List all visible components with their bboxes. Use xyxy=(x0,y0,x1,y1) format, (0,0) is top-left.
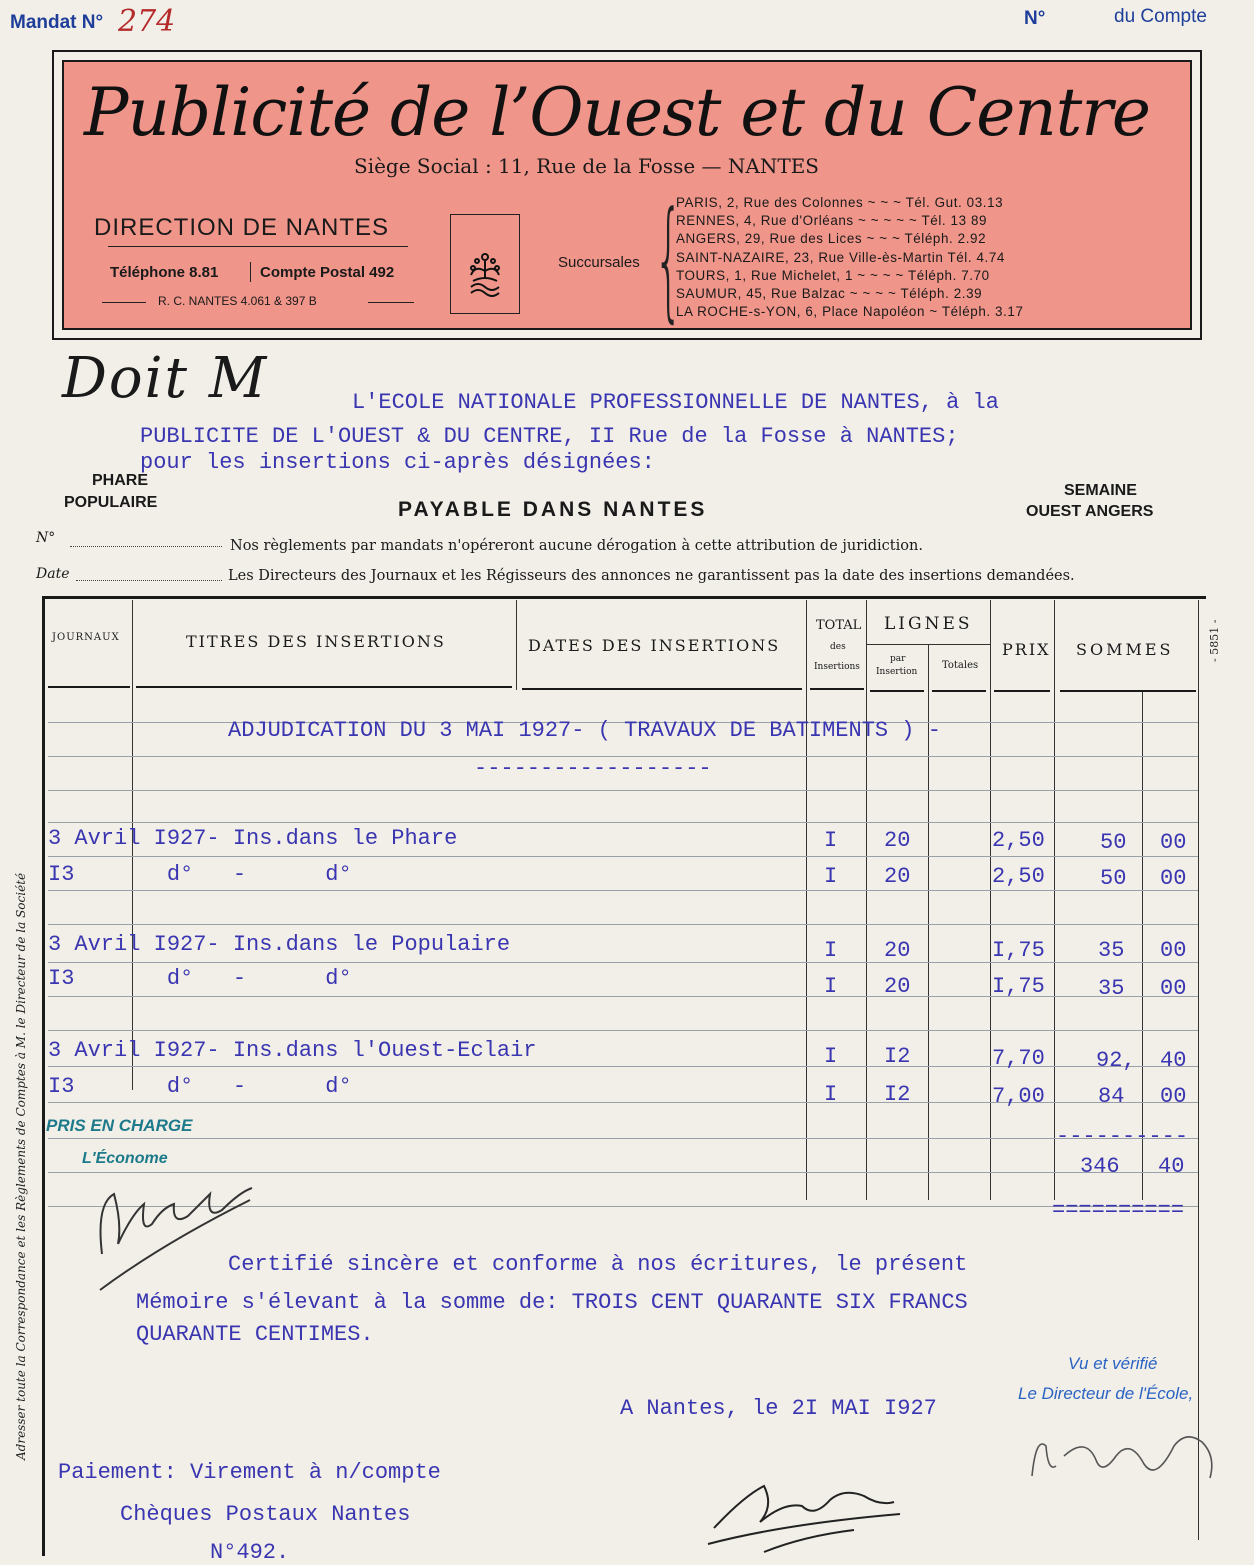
payment-line-2: Chèques Postaux Nantes xyxy=(120,1502,411,1527)
ruled-line xyxy=(48,822,1198,823)
ruled-line xyxy=(48,1138,1198,1139)
vu-verifie-stamp: Vu et vérifié xyxy=(1068,1354,1158,1373)
header-underline xyxy=(1060,690,1196,692)
row-total: I xyxy=(824,864,838,889)
table-heading-rule: ------------------ xyxy=(474,756,712,781)
col-prix: PRIX xyxy=(1002,640,1051,659)
letterhead xyxy=(52,50,1202,340)
header-underline xyxy=(810,688,864,690)
mandat-number: 274 xyxy=(118,4,176,39)
col-journaux: JOURNAUX xyxy=(52,632,120,643)
econome-stamp: L'Économe xyxy=(82,1150,168,1167)
row-cents: 00 xyxy=(1160,1084,1187,1109)
directeur-signature-icon xyxy=(1026,1416,1226,1496)
row-desc: 3 Avril I927- Ins.dans le Phare xyxy=(48,826,458,851)
col-lignes: LIGNES xyxy=(884,614,973,634)
succursales-label: Succursales xyxy=(558,254,640,271)
place-date: A Nantes, le 2I MAI I927 xyxy=(620,1396,937,1421)
row-cents: 00 xyxy=(1160,866,1187,891)
company-signature-icon xyxy=(704,1466,904,1556)
numero-label: N° xyxy=(1024,8,1046,29)
ruled-line xyxy=(48,1030,1198,1031)
row-lignes: I2 xyxy=(884,1082,911,1107)
rc-number: R. C. NANTES 4.061 & 397 B xyxy=(158,294,317,308)
direction-rule xyxy=(108,246,408,247)
paper-semaine: SEMAINE xyxy=(1064,482,1137,499)
ruled-line xyxy=(48,890,1198,891)
col-rule xyxy=(516,600,517,690)
logo-box xyxy=(450,214,520,314)
branch-item: SAINT-NAZAIRE, 23, Rue Ville-ès-Martin Tél. 4.74 xyxy=(676,249,1005,265)
date-rule xyxy=(76,580,222,581)
directeur-ecole-stamp: Le Directeur de l'École, xyxy=(1018,1384,1194,1403)
col-par: par xyxy=(890,654,906,664)
col-total-insertions: Insertions xyxy=(814,662,860,672)
col-rule xyxy=(990,600,991,1200)
total-cents: 40 xyxy=(1158,1154,1185,1179)
header-underline xyxy=(994,690,1050,692)
sum-rule: ---------- xyxy=(1056,1124,1189,1149)
header-underline xyxy=(48,686,130,688)
row-lignes: 20 xyxy=(884,974,911,999)
certification-line-2: Mémoire s'élevant à la somme de: TROIS CENT QUARANTE SIX FRANCS xyxy=(136,1290,968,1315)
col-sommes: SOMMES xyxy=(1076,640,1174,659)
row-desc: I3 d° - d° xyxy=(48,1074,352,1099)
pris-en-charge-stamp: PRIS EN CHARGE xyxy=(46,1116,193,1135)
ruled-line xyxy=(48,856,1198,857)
col-par-insertion: Insertion xyxy=(876,667,918,677)
total-francs: 346 xyxy=(1080,1154,1120,1179)
row-cents: 00 xyxy=(1160,976,1187,1001)
row-lignes: 20 xyxy=(884,864,911,889)
row-lignes: 20 xyxy=(884,828,911,853)
addressee-line-3: pour les insertions ci-après désignées: xyxy=(140,450,655,475)
no-rule xyxy=(70,546,222,547)
row-prix: 2,50 xyxy=(992,864,1045,889)
branch-item: TOURS, 1, Rue Michelet, 1 ~ ~ ~ ~ Téléph. 7.70 xyxy=(676,267,990,283)
col-dates: DATES DES INSERTIONS xyxy=(528,636,781,655)
row-desc: 3 Avril I927- Ins.dans le Populaire xyxy=(48,932,511,957)
siege-social: Siège Social : 11, Rue de la Fosse — NANTES xyxy=(354,154,819,178)
row-lignes: I2 xyxy=(884,1044,911,1069)
company-title: Publicité de l’Ouest et du Centre xyxy=(84,74,1150,151)
row-prix: 7,70 xyxy=(992,1046,1045,1071)
col-total: TOTAL xyxy=(816,618,862,633)
branch-item: RENNES, 4, Rue d'Orléans ~ ~ ~ ~ ~ Tél. 13 89 xyxy=(676,213,988,229)
col-totales: Totales xyxy=(942,660,979,671)
header-underline xyxy=(932,690,986,692)
side-instruction: Adresser toute la Correspondance et les Règlements de Comptes à M. le Directeur de la Société xyxy=(14,872,28,1460)
no-label: N° xyxy=(36,530,56,546)
branch-item: PARIS, 2, Rue des Colonnes ~ ~ ~ Tél. Gut. 03.13 xyxy=(676,195,1004,210)
branch-item: LA ROCHE-s-YON, 6, Place Napoléon ~ Téléph. 3.17 xyxy=(676,304,1024,320)
date-label: Date xyxy=(36,566,70,582)
branch-item: SAUMUR, 45, Rue Balzac ~ ~ ~ ~ Téléph. 2.39 xyxy=(676,286,983,302)
col-total-des: des xyxy=(830,642,846,652)
row-cents: 00 xyxy=(1160,830,1187,855)
row-desc: I3 d° - d° xyxy=(48,966,352,991)
col-rule xyxy=(1198,600,1199,1540)
paper-ouest-angers: OUEST ANGERS xyxy=(1026,503,1154,520)
tel-separator xyxy=(250,262,251,282)
col-rule xyxy=(806,600,807,1200)
ruled-line xyxy=(48,790,1198,791)
certification-line-3: QUARANTE CENTIMES. xyxy=(136,1322,374,1347)
direction-title: DIRECTION DE NANTES xyxy=(94,214,390,241)
fountain-logo-icon xyxy=(451,215,519,313)
table-left-border xyxy=(42,596,45,1556)
notice-directeurs: Les Directeurs des Journaux et les Régisseurs des annonces ne garantissent pas la date des insertions demandées. xyxy=(228,568,1075,584)
compte-label: du Compte xyxy=(1114,6,1207,27)
header-underline xyxy=(522,688,802,690)
table-top-border xyxy=(42,596,1206,599)
row-prix: I,75 xyxy=(992,938,1045,963)
row-cents: 00 xyxy=(1160,938,1187,963)
row-prix: 2,50 xyxy=(992,828,1045,853)
row-francs: 35 xyxy=(1098,976,1125,1001)
payment-line-1: Paiement: Virement à n/compte xyxy=(58,1460,441,1485)
paper-populaire: POPULAIRE xyxy=(64,494,158,511)
row-prix: 7,00 xyxy=(992,1084,1045,1109)
row-francs: 35 xyxy=(1098,938,1125,963)
row-francs: 84 xyxy=(1098,1084,1125,1109)
branch-item: ANGERS, 29, Rue des Lices ~ ~ ~ Téléph. 2.92 xyxy=(676,231,987,247)
row-total: I xyxy=(824,1044,838,1069)
col-rule xyxy=(1054,600,1055,1200)
row-cents: 40 xyxy=(1160,1048,1187,1073)
row-prix: I,75 xyxy=(992,974,1045,999)
payment-line-3: N°492. xyxy=(210,1540,290,1565)
col-titres: TITRES DES INSERTIONS xyxy=(186,632,446,651)
payable-notice: PAYABLE DANS NANTES xyxy=(398,498,708,521)
row-francs: 50 xyxy=(1100,866,1127,891)
paper-phare: PHARE xyxy=(92,472,149,489)
lignes-rule xyxy=(866,644,990,645)
certification-line-1: Certifié sincère et conforme à nos écritures, le présent xyxy=(228,1252,968,1277)
table-heading: ADJUDICATION DU 3 MAI 1927- ( TRAVAUX DE BATIMENTS ) - xyxy=(228,718,941,743)
row-lignes: 20 xyxy=(884,938,911,963)
row-total: I xyxy=(824,938,838,963)
doit-label: Doit M xyxy=(62,346,269,411)
row-total: I xyxy=(824,828,838,853)
row-francs: 92, xyxy=(1096,1048,1136,1073)
notice-reglements: Nos règlements par mandats n'opéreront aucune dérogation à cette attribution de juridiction. xyxy=(230,538,923,554)
addressee-line-2: PUBLICITE DE L'OUEST & DU CENTRE, II Rue de la Fosse à NANTES; xyxy=(140,424,959,449)
ruled-line xyxy=(48,924,1198,925)
row-desc: I3 d° - d° xyxy=(48,862,352,887)
addressee-line-1: L'ECOLE NATIONALE PROFESSIONNELLE DE NANTES, à la xyxy=(352,390,999,415)
mandat-label: Mandat N° xyxy=(10,12,104,33)
row-desc: 3 Avril I927- Ins.dans l'Ouest-Eclair xyxy=(48,1038,537,1063)
telephone: Téléphone 8.81 xyxy=(110,264,219,281)
row-total: I xyxy=(824,974,838,999)
rc-rule-right xyxy=(368,302,414,303)
form-code: - 5851 - xyxy=(1208,619,1221,662)
branch-list xyxy=(676,194,1024,321)
rc-rule-left xyxy=(102,302,146,303)
row-francs: 50 xyxy=(1100,830,1127,855)
header-underline xyxy=(870,690,924,692)
double-rule: ========== xyxy=(1052,1198,1185,1223)
compte-postal: Compte Postal 492 xyxy=(260,264,395,281)
col-rule xyxy=(866,600,867,1200)
header-underline xyxy=(136,686,512,688)
row-total: I xyxy=(824,1082,838,1107)
succursales-brace: { xyxy=(654,183,683,335)
